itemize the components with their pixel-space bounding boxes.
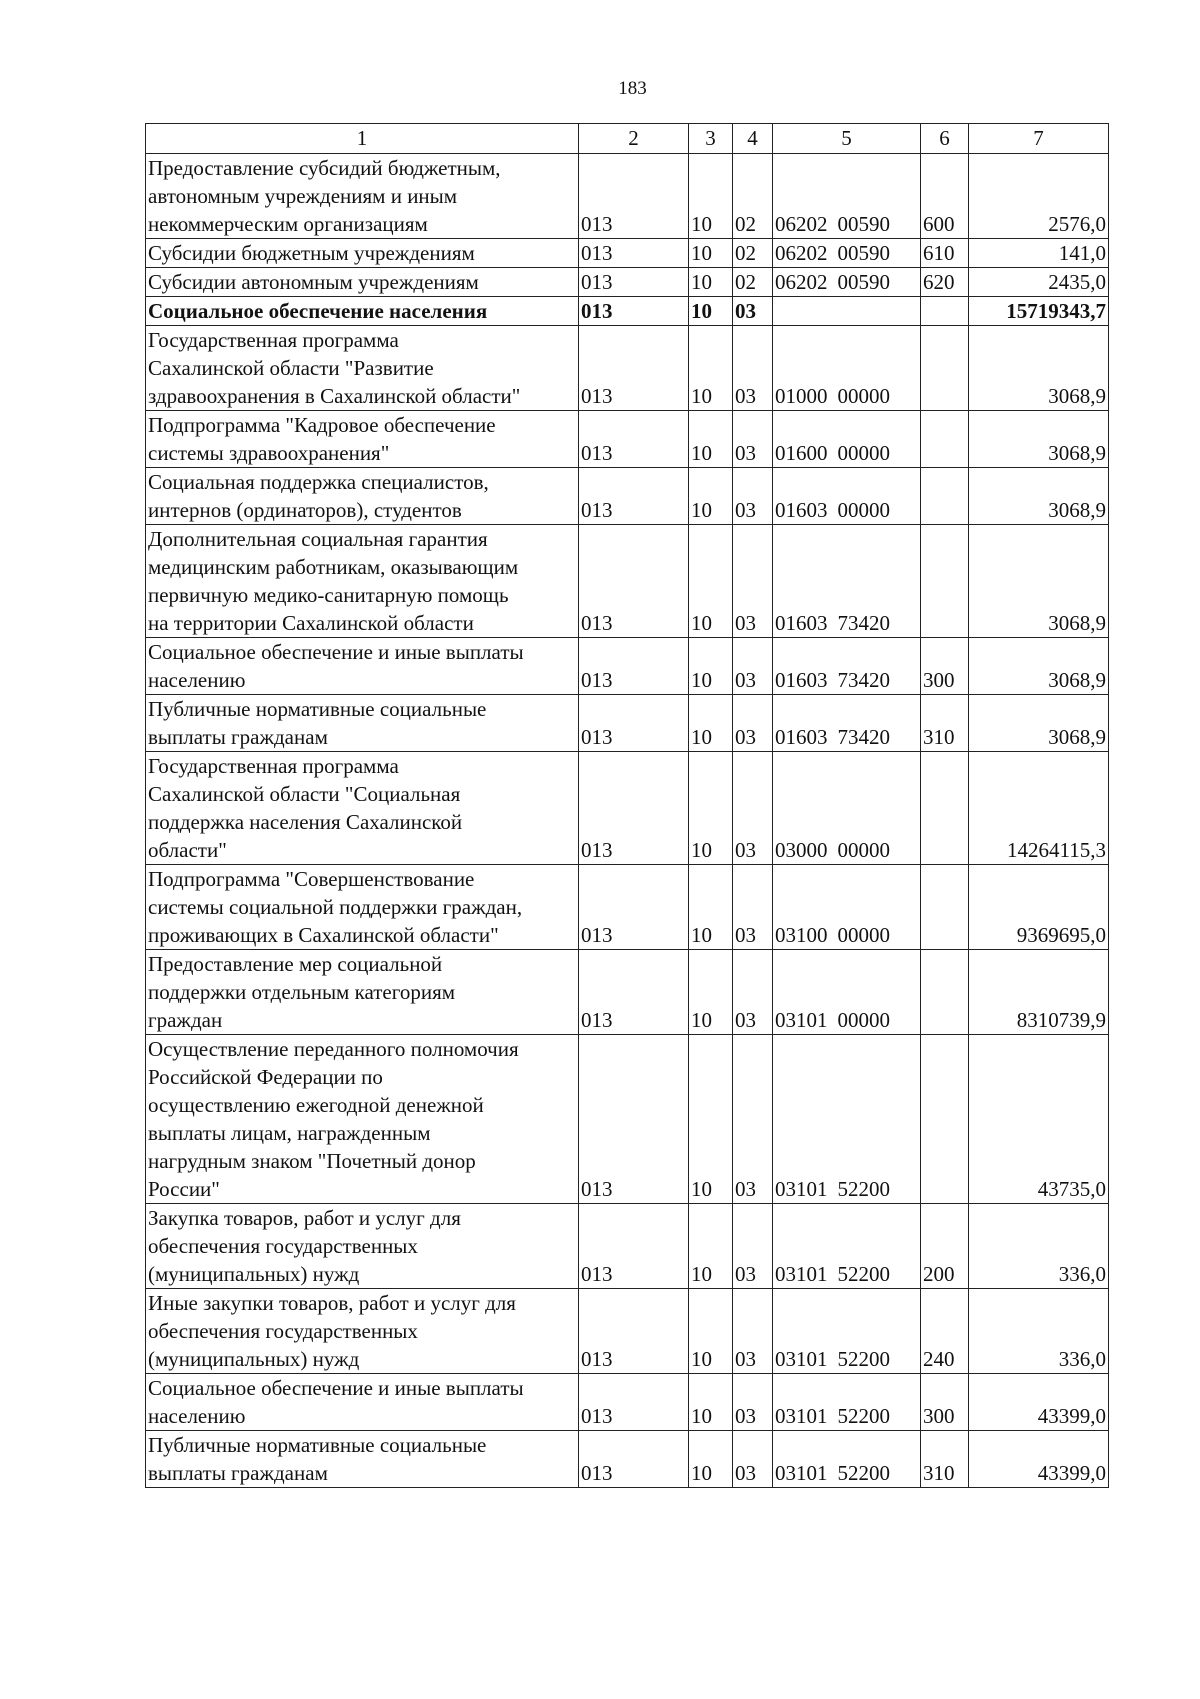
table-row [146,695,1109,752]
amount-cell: 3068,9 [969,525,1109,638]
expense-type-cell: 610 [921,239,969,268]
expense-type-cell [921,865,969,950]
target-article-cell [773,1035,921,1204]
subsection-code-cell: 03 [733,525,773,638]
target-program-code: 06202 [775,241,828,265]
expense-type-cell [921,468,969,525]
subsection-code-cell: 03 [733,950,773,1035]
table-row [146,468,1109,525]
target-direction-code: 00000 [837,498,890,522]
row-name-cell: Дополнительная социальная гарантия медицинским работникам, оказывающим первичную медико-санитарную помощь на территории Сахалинской области [146,525,579,638]
table-row [146,950,1109,1035]
target-program-code: 03101 [775,1404,828,1428]
ministry-code-cell: 013 [579,468,689,525]
ministry-code-cell: 013 [579,695,689,752]
target-direction-code: 00590 [837,212,890,236]
row-name-cell: Государственная программа Сахалинской области "Социальная поддержка населения Сахалинской области" [146,752,579,865]
ministry-code-cell: 013 [579,525,689,638]
amount-cell: 8310739,9 [969,950,1109,1035]
column-number-row [146,124,1109,154]
target-direction-code: 73420 [837,668,890,692]
column-header: 4 [733,124,773,154]
table-row [146,752,1109,865]
ministry-code-cell: 013 [579,1431,689,1488]
target-article-cell [773,865,921,950]
table-row [146,326,1109,411]
expense-type-cell: 310 [921,695,969,752]
target-article-cell [773,326,921,411]
target-article-cell [773,752,921,865]
expense-type-cell: 600 [921,154,969,239]
target-program-code: 03101 [775,1347,828,1371]
expense-type-cell: 300 [921,1374,969,1431]
row-name-cell: Государственная программа Сахалинской области "Развитие здравоохранения в Сахалинской области" [146,326,579,411]
row-name-cell: Иные закупки товаров, работ и услуг для обеспечения государственных (муниципальных) нужд [146,1289,579,1374]
target-direction-code: 52200 [837,1404,890,1428]
ministry-code-cell: 013 [579,1289,689,1374]
section-code-cell: 10 [689,752,733,865]
section-code-cell: 10 [689,638,733,695]
expense-type-cell [921,411,969,468]
table-row [146,638,1109,695]
amount-cell: 43399,0 [969,1374,1109,1431]
amount-cell: 336,0 [969,1204,1109,1289]
column-header: 3 [689,124,733,154]
amount-cell: 9369695,0 [969,865,1109,950]
target-direction-code: 00000 [837,838,890,862]
target-article-cell [773,411,921,468]
target-program-code: 03101 [775,1461,828,1485]
amount-cell: 336,0 [969,1289,1109,1374]
table-row [146,154,1109,239]
target-article-cell [773,1431,921,1488]
subsection-code-cell: 03 [733,1204,773,1289]
row-name-cell: Социальная поддержка специалистов, интернов (ординаторов), студентов [146,468,579,525]
target-direction-code: 00000 [837,441,890,465]
section-code-cell: 10 [689,326,733,411]
target-article-cell [773,268,921,297]
subsection-code-cell: 02 [733,268,773,297]
row-name-cell: Подпрограмма "Совершенствование системы социальной поддержки граждан, проживающих в Сахалинской области" [146,865,579,950]
target-article-cell [773,950,921,1035]
section-code-cell: 10 [689,154,733,239]
target-program-code: 06202 [775,270,828,294]
amount-cell: 3068,9 [969,695,1109,752]
target-direction-code: 73420 [837,611,890,635]
table-row [146,411,1109,468]
expense-type-cell [921,326,969,411]
row-name-cell: Предоставление субсидий бюджетным, автономным учреждениям и иным некоммерческим организациям [146,154,579,239]
target-article-cell [773,468,921,525]
table-row [146,1289,1109,1374]
row-name-cell: Закупка товаров, работ и услуг для обеспечения государственных (муниципальных) нужд [146,1204,579,1289]
target-program-code: 01000 [775,384,828,408]
table-row [146,239,1109,268]
ministry-code-cell: 013 [579,1204,689,1289]
ministry-code-cell: 013 [579,950,689,1035]
ministry-code-cell: 013 [579,268,689,297]
subsection-code-cell: 02 [733,154,773,239]
column-header: 7 [969,124,1109,154]
subsection-code-cell: 03 [733,1035,773,1204]
target-direction-code: 00000 [837,384,890,408]
target-program-code: 03101 [775,1008,828,1032]
ministry-code-cell: 013 [579,154,689,239]
target-direction-code: 00000 [837,1008,890,1032]
amount-cell: 3068,9 [969,638,1109,695]
row-name-cell: Социальное обеспечение и иные выплаты населению [146,638,579,695]
row-name-cell: Социальное обеспечение и иные выплаты населению [146,1374,579,1431]
ministry-code-cell: 013 [579,411,689,468]
subsection-code-cell: 02 [733,239,773,268]
subsection-code-cell: 03 [733,865,773,950]
target-program-code: 03101 [775,1177,828,1201]
amount-cell: 43735,0 [969,1035,1109,1204]
ministry-code-cell: 013 [579,1035,689,1204]
section-code-cell: 10 [689,1035,733,1204]
column-header: 1 [146,124,579,154]
target-article-cell [773,525,921,638]
subsection-code-cell: 03 [733,297,773,326]
amount-cell: 14264115,3 [969,752,1109,865]
target-program-code: 01603 [775,725,828,749]
section-code-cell: 10 [689,411,733,468]
subsection-code-cell: 03 [733,695,773,752]
table-row [146,525,1109,638]
section-code-cell: 10 [689,1431,733,1488]
subsection-code-cell: 03 [733,1431,773,1488]
ministry-code-cell: 013 [579,865,689,950]
target-direction-code: 52200 [837,1177,890,1201]
table-row [146,268,1109,297]
ministry-code-cell: 013 [579,1374,689,1431]
table-row [146,1035,1109,1204]
section-code-cell: 10 [689,525,733,638]
target-direction-code: 52200 [837,1461,890,1485]
target-program-code: 01603 [775,498,828,522]
section-code-cell: 10 [689,239,733,268]
ministry-code-cell: 013 [579,239,689,268]
expense-type-cell: 240 [921,1289,969,1374]
target-program-code: 03000 [775,838,828,862]
table-row [146,1431,1109,1488]
target-article-cell [773,239,921,268]
column-header: 5 [773,124,921,154]
target-program-code: 01600 [775,441,828,465]
target-direction-code: 52200 [837,1262,890,1286]
target-direction-code: 73420 [837,725,890,749]
target-article-cell [773,1204,921,1289]
expense-type-cell [921,752,969,865]
target-direction-code: 00590 [837,241,890,265]
section-code-cell: 10 [689,865,733,950]
target-program-code: 03100 [775,923,828,947]
amount-cell: 2576,0 [969,154,1109,239]
row-name-cell: Социальное обеспечение населения [146,297,579,326]
section-code-cell: 10 [689,950,733,1035]
section-code-cell: 10 [689,268,733,297]
target-article-cell [773,638,921,695]
row-name-cell: Публичные нормативные социальные выплаты гражданам [146,695,579,752]
amount-cell: 3068,9 [969,411,1109,468]
amount-cell: 3068,9 [969,468,1109,525]
target-article-cell [773,695,921,752]
table-row [146,865,1109,950]
row-name-cell: Субсидии бюджетным учреждениям [146,239,579,268]
ministry-code-cell: 013 [579,326,689,411]
target-article-cell [773,1374,921,1431]
target-program-code: 01603 [775,668,828,692]
table-row [146,1374,1109,1431]
amount-cell: 141,0 [969,239,1109,268]
subsection-code-cell: 03 [733,1289,773,1374]
subsection-code-cell: 03 [733,326,773,411]
column-header: 2 [579,124,689,154]
expense-type-cell [921,525,969,638]
expense-type-cell [921,297,969,326]
column-header: 6 [921,124,969,154]
section-code-cell: 10 [689,1374,733,1431]
page-number: 183 [618,78,647,99]
row-name-cell: Публичные нормативные социальные выплаты гражданам [146,1431,579,1488]
amount-cell: 2435,0 [969,268,1109,297]
target-article-cell [773,297,921,326]
amount-cell: 3068,9 [969,326,1109,411]
row-name-cell: Осуществление переданного полномочия Российской Федерации по осуществлению ежегодной денежной выплаты лицам, награжденным нагрудным знаком "Почетный донор России" [146,1035,579,1204]
target-article-cell [773,1289,921,1374]
target-direction-code: 00590 [837,270,890,294]
row-name-cell: Подпрограмма "Кадровое обеспечение системы здравоохранения" [146,411,579,468]
table-row [146,297,1109,326]
subsection-code-cell: 03 [733,411,773,468]
target-program-code: 03101 [775,1262,828,1286]
table-row [146,1204,1109,1289]
amount-cell: 15719343,7 [969,297,1109,326]
target-program-code: 06202 [775,212,828,236]
expense-type-cell [921,1035,969,1204]
row-name-cell: Субсидии автономным учреждениям [146,268,579,297]
section-code-cell: 10 [689,1204,733,1289]
expense-type-cell: 300 [921,638,969,695]
expense-type-cell: 200 [921,1204,969,1289]
subsection-code-cell: 03 [733,1374,773,1431]
target-direction-code: 00000 [837,923,890,947]
section-code-cell: 10 [689,695,733,752]
amount-cell: 43399,0 [969,1431,1109,1488]
subsection-code-cell: 03 [733,638,773,695]
section-code-cell: 10 [689,468,733,525]
section-code-cell: 10 [689,297,733,326]
budget-table [145,123,1109,1488]
target-article-cell [773,154,921,239]
expense-type-cell [921,950,969,1035]
subsection-code-cell: 03 [733,752,773,865]
ministry-code-cell: 013 [579,297,689,326]
expense-type-cell: 620 [921,268,969,297]
section-code-cell: 10 [689,1289,733,1374]
ministry-code-cell: 013 [579,752,689,865]
expense-type-cell: 310 [921,1431,969,1488]
row-name-cell: Предоставление мер социальной поддержки отдельным категориям граждан [146,950,579,1035]
ministry-code-cell: 013 [579,638,689,695]
target-direction-code: 52200 [837,1347,890,1371]
target-program-code: 01603 [775,611,828,635]
subsection-code-cell: 03 [733,468,773,525]
